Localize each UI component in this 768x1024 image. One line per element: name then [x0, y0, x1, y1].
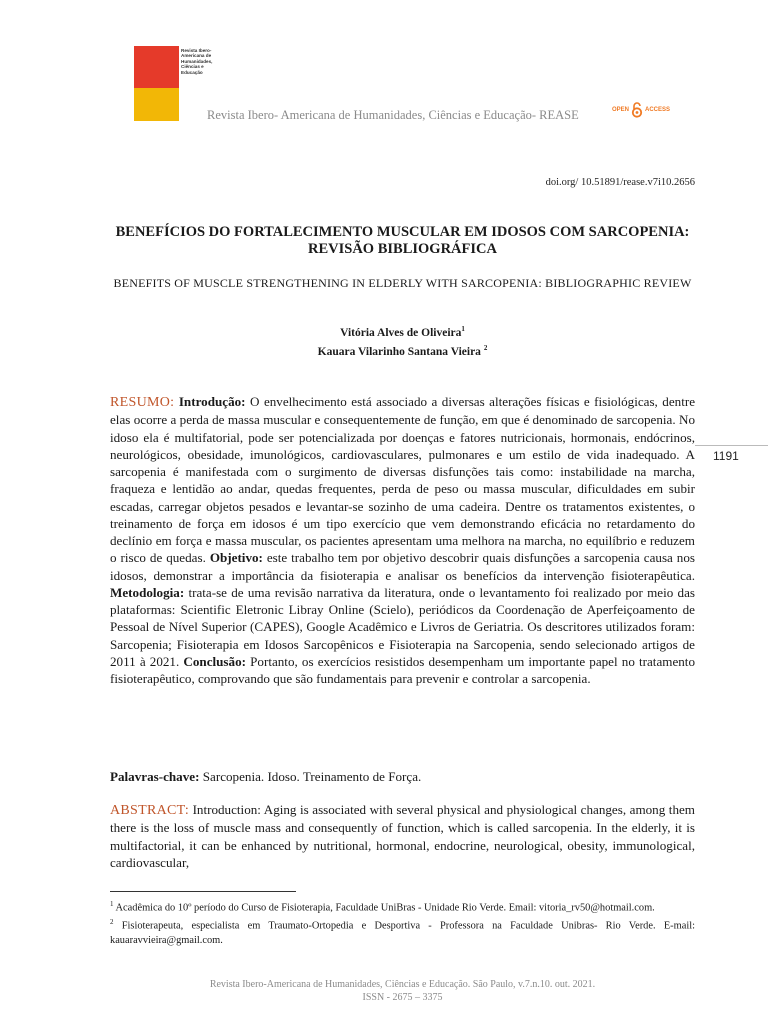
- author-footnote-mark: 1: [461, 325, 465, 333]
- title-english: BENEFITS OF MUSCLE STRENGTHENING IN ELDERLY WITH SARCOPENIA: BIBLIOGRAPHIC REVIEW: [113, 276, 692, 290]
- introducao-text: O envelhecimento está associado a diversas alterações físicas e fisiológicas, dentre elas ocorre a perda de massa muscular e consequentemente de função, em que é denominado de sarcopenia. No idoso ela é multifatorial, pode ser potencializada por doenças e fatores nutricionais, hormonais, endócrinos, neurológicos, obesidade, imunológicos, cardiovasculares, pulmonares e um estilo de vida inadequado. A sarcopenia é manifestada com o surgimento de diversas disfunções tais como: instabilidade na marcha, fraqueza e lentidão ao andar, quedas frequentes, perda de peso ou massa muscular, dificuldades em subir escadas, carregar objetos pesados e levantar-se sozinho de uma cadeira. Dentre os tratamentos existentes, o treinamento de força em idosos é um tipo exercício que vem demonstrando eficácia no retardamento do declínio em força e massa muscular, os pacientes apresentam uma melhora na marcha, no equilíbrio e reduzem o risco de quedas.: [110, 394, 696, 566]
- page-number-rule: [695, 445, 768, 446]
- keywords: [110, 768, 695, 785]
- journal-header: Revista Ibero- Americana de Humanidades, Ciências e Educação- REASE: [207, 108, 579, 122]
- objetivo-text: este trabalho tem por objetivo descobrir quais disfunções a sarcopenia causa nos idosos, demonstrar a importância da fisioterapia e analisar os benefícios da intervenção fisioterapêutica.: [110, 550, 695, 583]
- footer-citation: Revista Ibero-Americana de Humanidades, Ciências e Educação. São Paulo, v.7.n.10. out. 2021.: [209, 979, 596, 990]
- footnote-2: [110, 915, 695, 947]
- footnote-rule: [110, 891, 296, 892]
- conclusao-text: Portanto, os exercícios resistidos desempenham um importante papel no tratamento fisioterapêutico, comprovando que são fundamentais para prevenir e controlar a sarcopenia.: [110, 653, 695, 686]
- abstract: [110, 801, 695, 871]
- author-1: [110, 322, 695, 341]
- metodologia-text: trata-se de uma revisão narrativa da literatura, onde o levantamento foi realizado por meio das plataformas: Scientific Eletronic Libray Online (Scielo), periódicos da Coordenação de Aperfeiçoamento de Pessoal de Nível Superior (CAPES), Google Acadêmico e Livros de Geriatria. Os descritores utilizados foram: Sarcopenia; Fisioterapia em Idosos Sarcopênicos e Fisioterapia na Sarcopenia, sendo selecionado artigos de 2011 à 2021.: [110, 584, 696, 669]
- introducao-label: Introdução:: [178, 394, 246, 409]
- abstract-label: ABSTRACT:: [110, 803, 190, 818]
- logo-line: Educação: [181, 69, 203, 75]
- authors: [110, 322, 695, 360]
- conclusao-label: Conclusão:: [183, 653, 246, 669]
- abstract-text: Introduction: Aging is associated with several physical and physiological changes, among them there is the loss of muscle mass and consequently of function, which is called sarcopenia. In the elderly, it is multifactorial, it can be enhanced by nutritional, hormonal, endocrine, neurological, obesity, immunological, cardiovascular,: [110, 802, 695, 870]
- open-access-left-label: OPEN: [612, 107, 630, 113]
- open-access-badge: [612, 99, 670, 121]
- author-name: Vitória Alves de Oliveira: [340, 326, 462, 339]
- footnote-text: Acadêmica do 10º período do Curso de Fisioterapia, Faculdade UniBras - Unidade Rio Verde. Email: vitoria_rv50@hotmail.com.: [115, 902, 655, 914]
- logo-text: [181, 48, 231, 75]
- page-number: 1191: [713, 449, 739, 463]
- resumo-label: RESUMO:: [110, 395, 175, 410]
- author-name: Kauara Vilarinho Santana Vieira: [317, 345, 481, 358]
- logo-block-yellow-left: [134, 88, 159, 121]
- logo-block-yellow-right: [159, 88, 179, 121]
- logo-line: Americana de: [181, 53, 212, 59]
- keywords-text: Sarcopenia. Idoso. Treinamento de Força.: [202, 769, 422, 784]
- footnote-mark: 1: [110, 900, 114, 908]
- page-footer: [110, 978, 695, 1004]
- author-footnote-mark: 2: [483, 343, 488, 352]
- doi[interactable]: doi.org/ 10.51891/rease.v7i10.2656: [545, 177, 695, 188]
- logo-block-red: [134, 46, 179, 88]
- logo-line: Ciências e: [181, 64, 204, 70]
- keywords-label: Palavras-chave:: [110, 769, 200, 784]
- resumo: [110, 393, 695, 687]
- open-access-right-label: ACCESS: [645, 107, 671, 113]
- footer-issn: ISSN - 2675 – 3375: [362, 992, 443, 1003]
- footnotes: [110, 897, 695, 948]
- author-2: [110, 341, 695, 360]
- metodologia-label: Metodologia:: [110, 584, 185, 600]
- footnote-1: [110, 897, 695, 915]
- footnote-mark: 2: [110, 918, 114, 927]
- logo-line: Revista Ibero-: [181, 48, 212, 53]
- open-access-lock-icon: [631, 102, 643, 118]
- logo-line: Humanidades,: [181, 58, 213, 64]
- title-portuguese: BENEFÍCIOS DO FORTALECIMENTO MUSCULAR EM IDOSOS COM SARCOPENIA: REVISÃO BIBLIOGRÁFICA: [115, 224, 690, 257]
- objetivo-label: Objetivo:: [209, 550, 263, 566]
- footnote-text: Fisioterapeuta, especialista em Traumato-Ortopedia e Desportiva - Professora na Faculdade Unibras- Rio Verde. E-mail: kauaravvieira@gmail.com.: [110, 920, 695, 946]
